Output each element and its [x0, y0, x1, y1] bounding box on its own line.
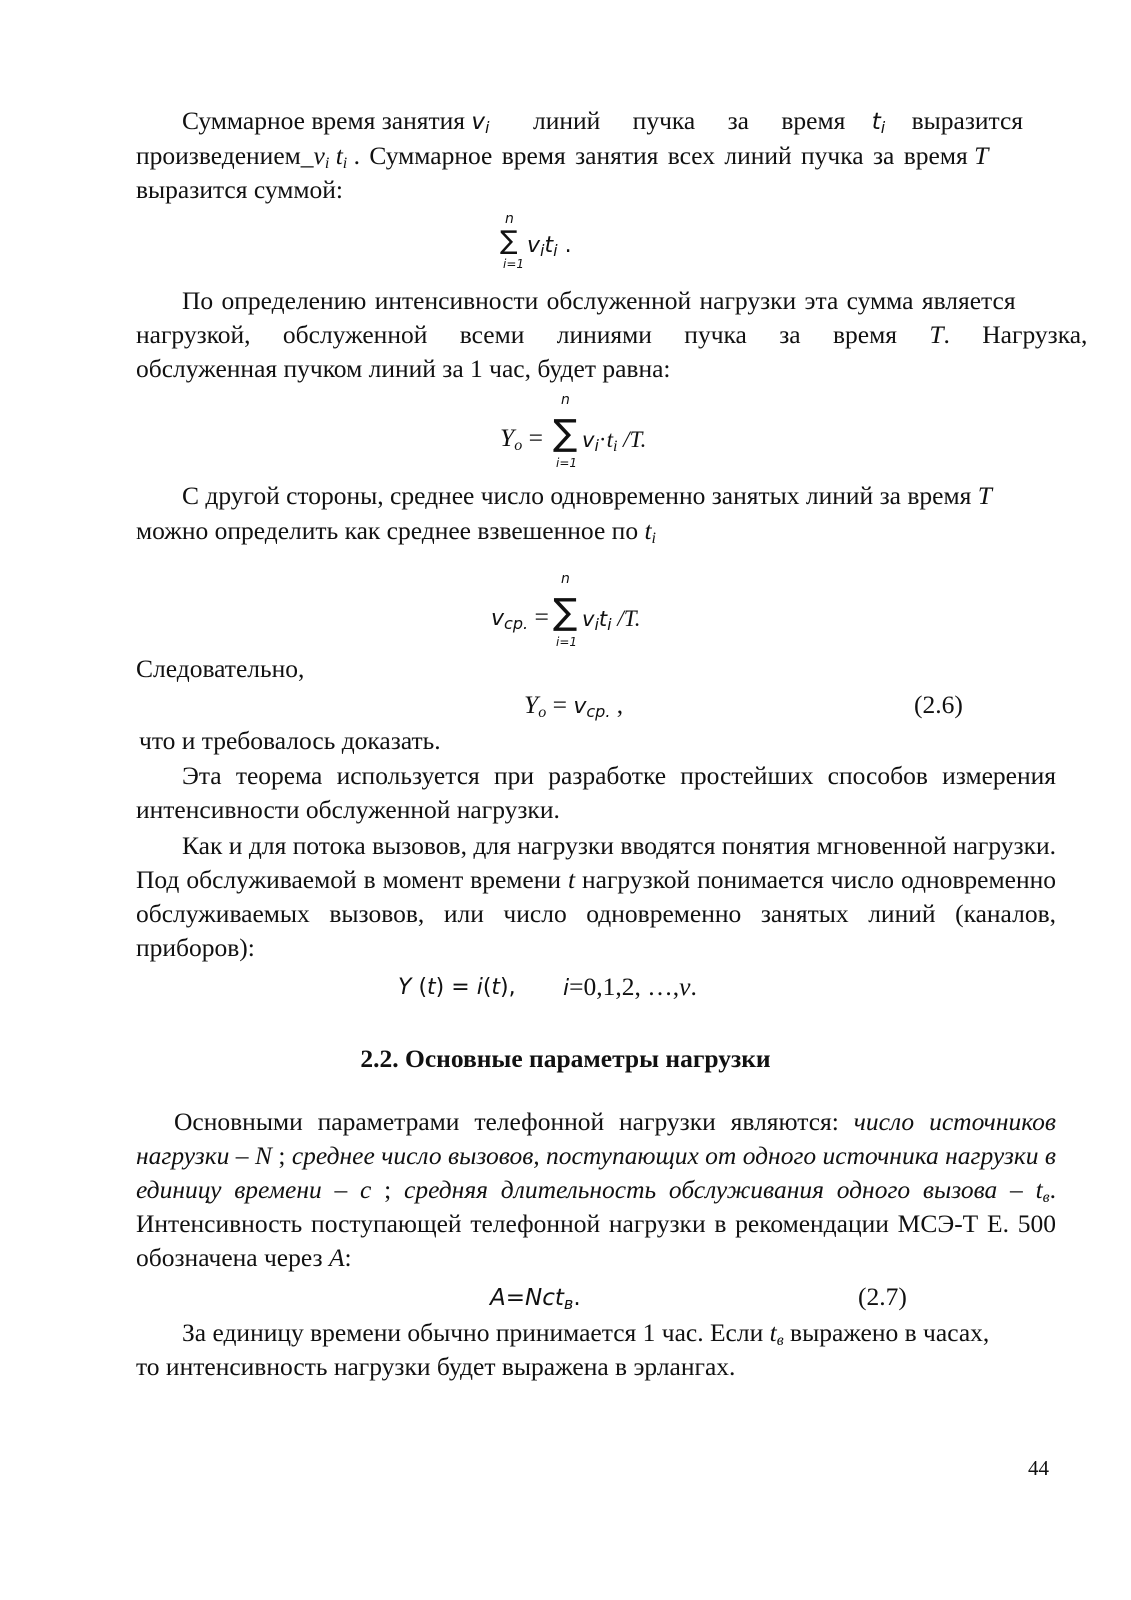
- p3-line2: можно определить как среднее взвешенное по $t_i$: [136, 516, 656, 547]
- p2-line1: По определению интенсивности обслуженной нагрузки эта сумма является: [182, 286, 1016, 315]
- p1-line3: выразится суммой:: [136, 175, 343, 204]
- p3-line1: С другой стороны, среднее число одновременно занятых линий за время T: [182, 481, 992, 510]
- p7-paragraph: Как и для потока вызовов, для нагрузки вводятся понятия мгновенной нагрузки. Под обслуживаемой в момент времени t нагрузкой понимается число одновременно обслуживаемых вызовов, или число одновременно занятых линий (каналов, приборов):: [136, 831, 1056, 962]
- equation-number-2-7: (2.7): [858, 1282, 907, 1311]
- p2-line3: обслуженная пучком линий за 1 час, будет равна:: [136, 354, 671, 383]
- p8-paragraph: Основными параметрами телефонной нагрузки являются: число источников нагрузки – N ; среднее число вызовов, поступающих от одного источника нагрузки в единицу времени – c ; средняя длительность обслуживания одного вызова – $t_в$. Интенсивность поступающей телефонной нагрузки в рекомендации МСЭ-Т Е. 500 обозначена через A:: [136, 1107, 1057, 1272]
- p1-line2: $произведением\_v_i$ $t_i$ . Суммарное время занятия всех линий пучка за время T: [136, 141, 989, 172]
- formula-2-7: A=Nct$_в$.: [490, 1285, 581, 1313]
- p9-line1: За единицу времени обычно принимается 1 час. Если $t_в$ выражено в часах,: [182, 1318, 990, 1349]
- section-heading: 2.2. Основные параметры нагрузки: [360, 1044, 771, 1073]
- document-page: Суммарное время занятия $v_i$ линий пучка за время $t_i$ выразится $произведением\_v_i$ $t_i$ . Суммарное время занятия всех линий пучка за время T выразится суммой: n ∑ i=1 $v_it_i$ . По определению интенсивности обслуженной нагрузки эта сумма является нагрузкой, обслуженной всеми линиями пучка за время T. Нагрузка, обслуженная пучком линий за 1 час, будет равна: n $Y_o$ = ∑ $v_i\cdot t_i$ /T. i=1 С другой стороны, среднее число одновременно занятых линий за время T можно определить как среднее взвешенное по $t_i$ n $v_{ср.}$ = ∑ $v_it_i$ /T. i=1 Следовательно, $Y_o = v_{ср.}$ , (2.6) что и требовалось доказать. Эта теорема используется при разработке простейших способов измерения интенсивности обслуженной нагрузки. Как и для потока вызовов, для нагрузки вводятся понятия мгновенной нагрузки. Под обслуживаемой в момент времени t нагрузкой понимается число одновременно обслуживаемых вызовов, или число одновременно занятых линий (каналов, приборов): Y (t) = i(t), i=0,1,2, …,v. 2.2. Основные параметры нагрузки Основными параметрами телефонной нагрузки являются: число источников нагрузки – N ; среднее число вызовов, поступающих от одного источника нагрузки в единицу времени – c ; средняя длительность обслуживания одного вызова – $t_в$. Интенсивность поступающей телефонной нагрузки в рекомендации МСЭ-Т Е. 500 обозначена через A: A=Nct$_в$. (2.7) За единицу времени обычно принимается 1 час. Если $t_в$ выражено в часах, то интенсивность нагрузки будет выражена в эрлангах. 44: [0, 0, 1131, 1600]
- formula-range: i=0,1,2, …,v.: [563, 972, 697, 1001]
- formula-yt: Y (t) = i(t),: [398, 975, 516, 1000]
- p1-line1-right: линий пучка за время $t_i$ выразится: [533, 106, 1024, 137]
- p5-line: что и требовалось доказать.: [139, 726, 441, 755]
- p9-line2: то интенсивность нагрузки будет выражена в эрлангах.: [136, 1352, 736, 1381]
- equation-number-2-6: (2.6): [914, 690, 963, 719]
- p2-line2: нагрузкой, обслуженной всеми линиями пучка за время T. Нагрузка,: [136, 320, 1088, 349]
- p1-line1: Суммарное время занятия $v_i$: [182, 106, 490, 137]
- p6-paragraph: Эта теорема используется при разработке простейших способов измерения интенсивности обслуженной нагрузки.: [136, 761, 1056, 824]
- formula-2-6: $Y_o = v_{ср.}$ ,: [524, 690, 624, 721]
- p4-line: Следовательно,: [136, 654, 305, 683]
- page-number: 44: [1028, 1456, 1049, 1480]
